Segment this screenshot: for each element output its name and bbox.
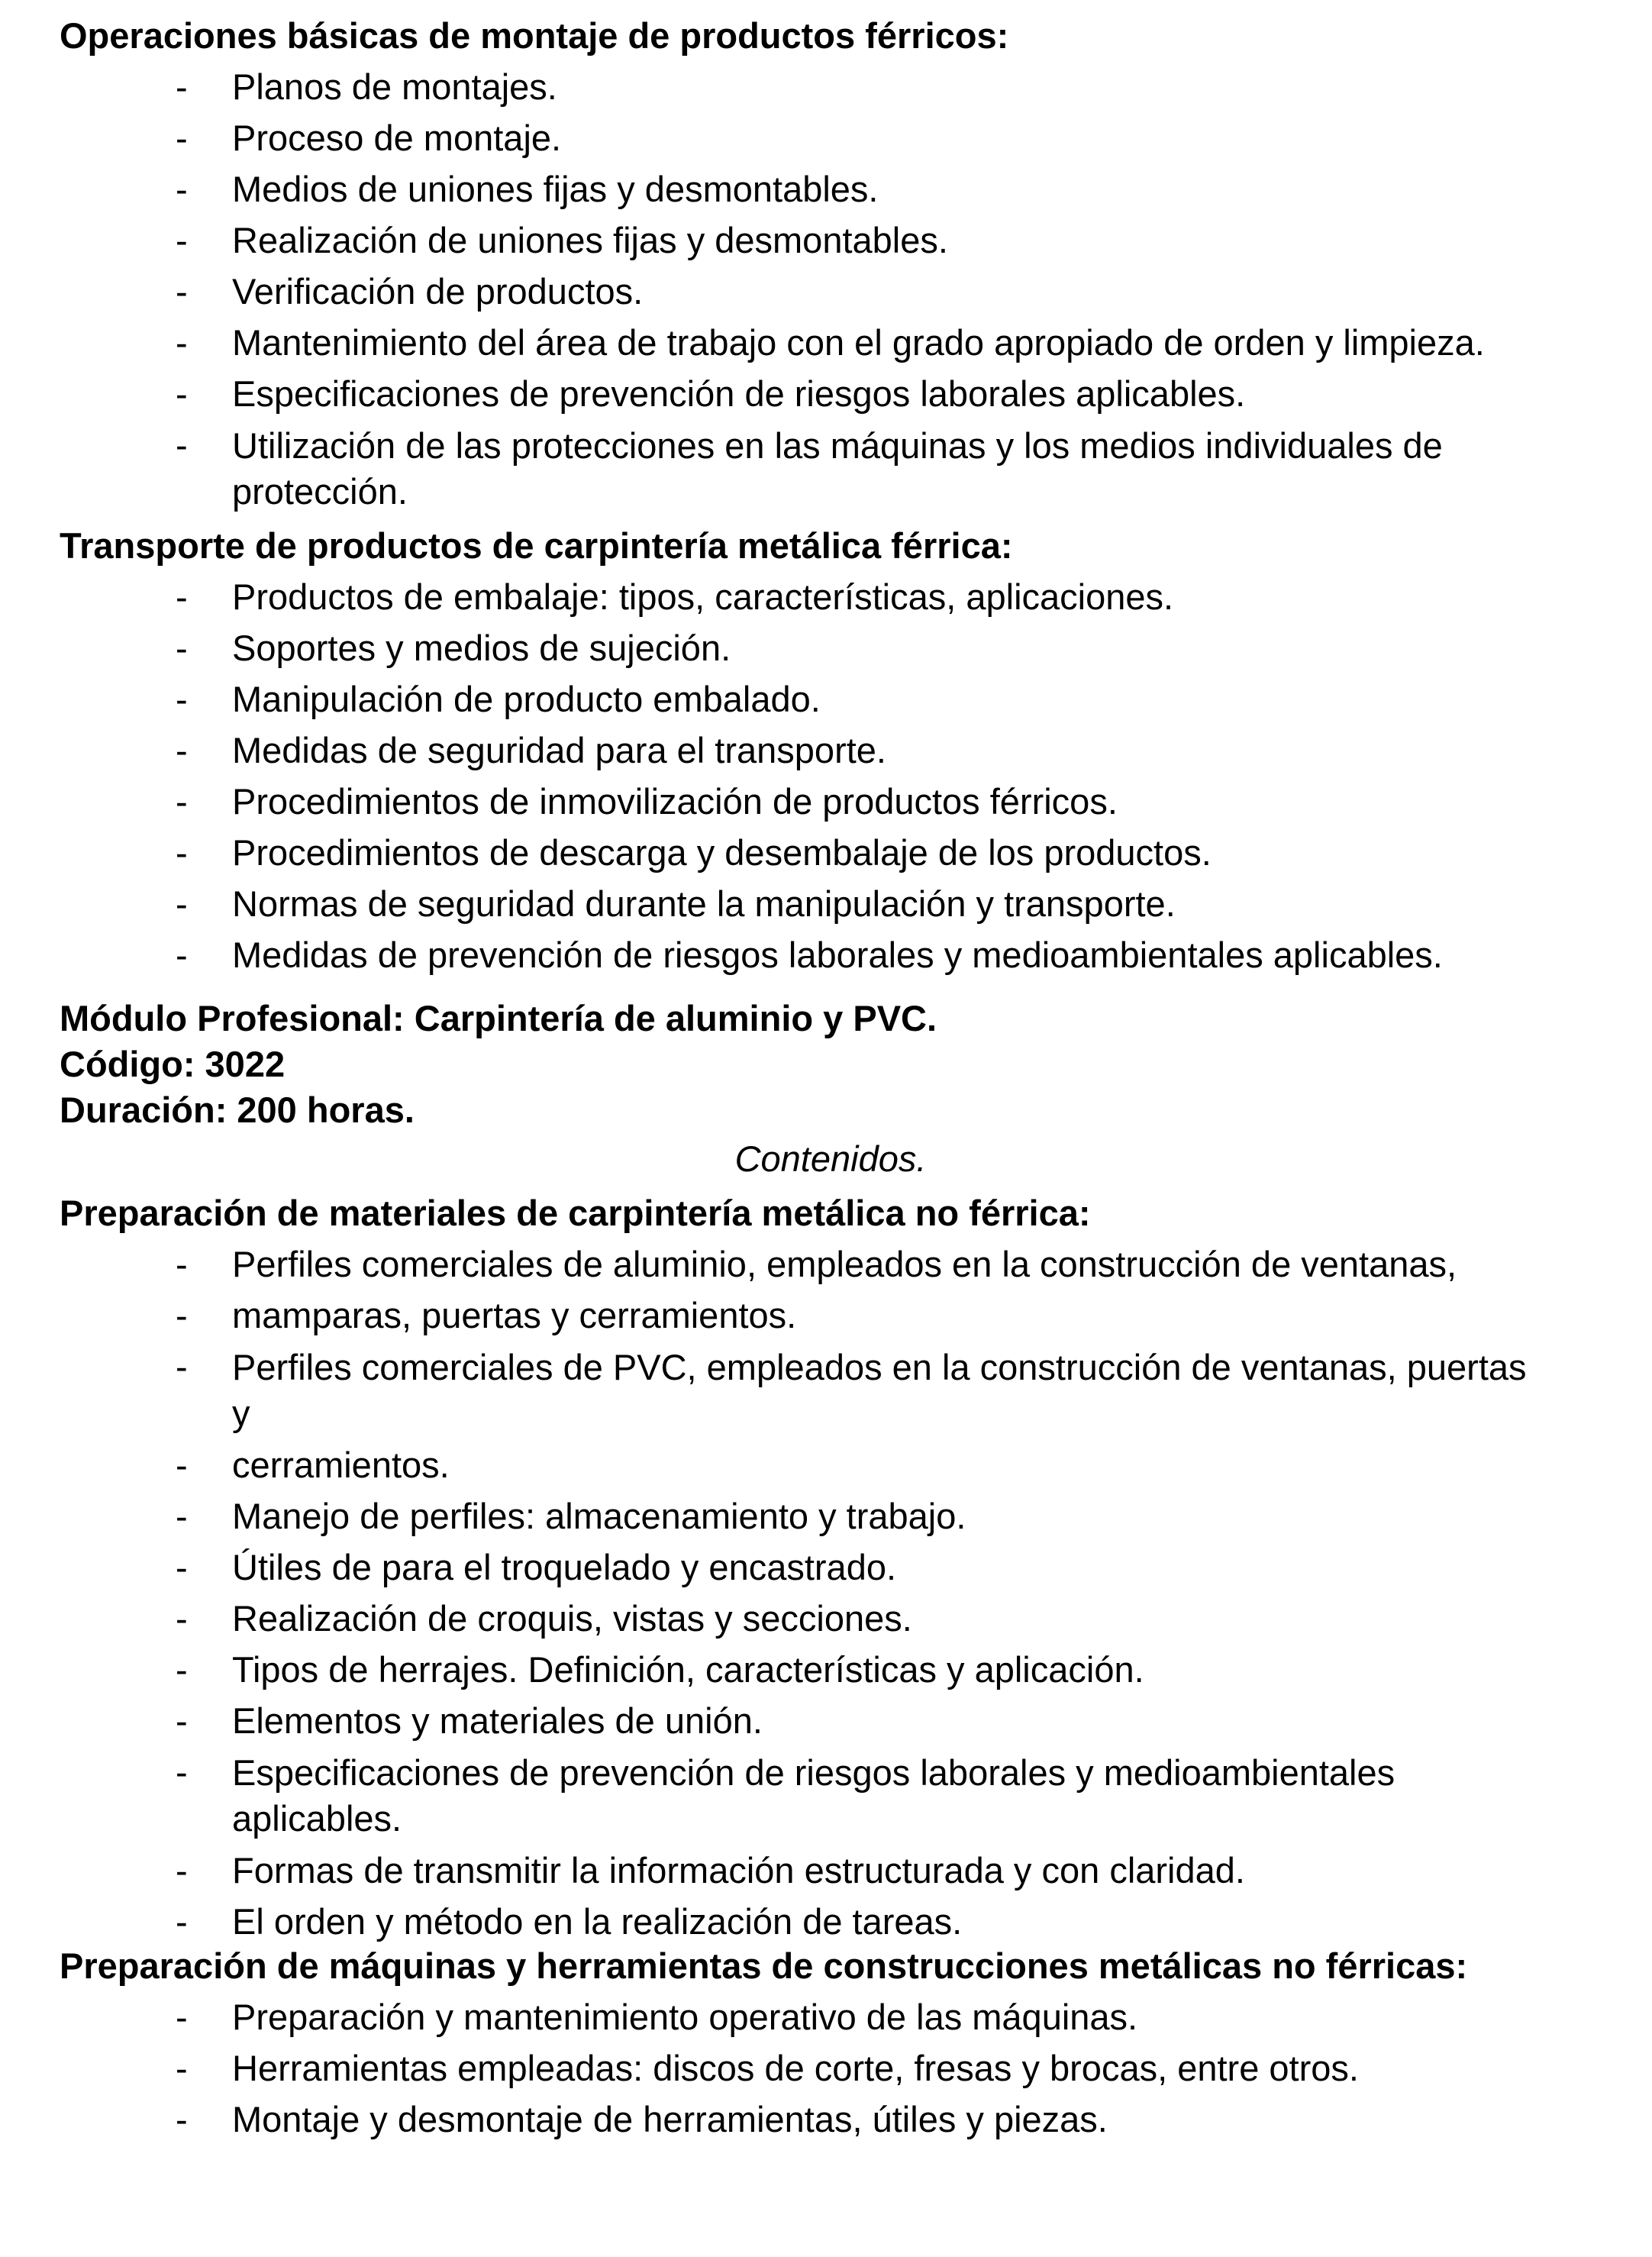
list-item (60, 218, 1602, 263)
bullet-dash: - (176, 628, 188, 668)
list-item-text: Elementos y materiales de unión. (232, 1700, 763, 1741)
bullet-dash: - (176, 1496, 188, 1536)
bullet-dash: - (176, 935, 188, 975)
list-item (60, 270, 1602, 314)
list-item-text: mamparas, puertas y cerramientos. (232, 1295, 797, 1335)
list-item-text: Medidas de prevención de riesgos laborales y medioambientales aplicables. (232, 935, 1443, 975)
list-item (60, 1443, 1602, 1487)
list-item-text: Formas de transmitir la información estructurada y con claridad. (232, 1850, 1245, 1891)
list-item-text: Útiles de para el troquelado y encastrado. (232, 1547, 897, 1587)
section-heading-montaje: Operaciones básicas de montaje de productos férricos: (60, 15, 1009, 56)
list-item-text: Manipulación de producto embalado. (232, 679, 821, 719)
bullet-dash: - (176, 1997, 188, 2037)
bullet-dash: - (176, 781, 188, 822)
section-heading-maquinas: Preparación de máquinas y herramientas de construcciones metálicas no férricas: (60, 1945, 1468, 1986)
bullet-dash: - (176, 118, 188, 158)
list-item (60, 65, 1602, 109)
list-item-text: Especificaciones de prevención de riesgos laborales y medioambientales aplicables. (232, 1752, 1395, 1839)
list-item (60, 1849, 1602, 1893)
list-item-text: Normas de seguridad durante la manipulación y transporte. (232, 883, 1176, 924)
list-item-text: Procedimientos de inmovilización de productos férricos. (232, 781, 1118, 822)
list-item (60, 1699, 1602, 1743)
list-maquinas (60, 1995, 1602, 2142)
bullet-dash: - (176, 66, 188, 107)
bullet-dash: - (176, 373, 188, 414)
list-item (60, 780, 1602, 824)
bullet-dash: - (176, 220, 188, 260)
list-item (60, 882, 1602, 926)
section-heading-materiales: Preparación de materiales de carpintería metálica no férrica: (60, 1193, 1091, 1233)
list-item (60, 728, 1602, 773)
document-content (60, 14, 1602, 2142)
list-item-text: Realización de uniones fijas y desmontables. (232, 220, 948, 260)
list-item (60, 1995, 1602, 2039)
bullet-dash: - (176, 1649, 188, 1690)
section-heading-transporte: Transporte de productos de carpintería metálica férrica: (60, 525, 1013, 566)
bullet-dash: - (176, 2099, 188, 2139)
module-name: Módulo Profesional: Carpintería de aluminio y PVC. (60, 998, 937, 1038)
list-item-text: cerramientos. (232, 1445, 450, 1485)
list-item-text: Medidas de seguridad para el transporte. (232, 730, 886, 770)
list-item-text: Mantenimiento del área de trabajo con el grado apropiado de orden y limpieza. (232, 322, 1485, 363)
bullet-dash: - (176, 425, 188, 465)
list-item-text: Perfiles comerciales de aluminio, empleados en la construcción de ventanas, (232, 1244, 1457, 1284)
list-item-text: Proceso de montaje. (232, 118, 562, 158)
list-item-text: Preparación y mantenimiento operativo de las máquinas. (232, 1997, 1138, 2037)
list-item-text: Herramientas empleadas: discos de corte, fresas y brocas, entre otros. (232, 2048, 1359, 2088)
bullet-dash: - (176, 1752, 188, 1792)
list-item (60, 167, 1602, 211)
list-item-text: Especificaciones de prevención de riesgos laborales aplicables. (232, 373, 1246, 414)
list-item (60, 1293, 1602, 1338)
list-item-text: Tipos de herrajes. Definición, características y aplicación. (232, 1649, 1144, 1690)
list-transporte (60, 575, 1602, 977)
bullet-dash: - (176, 576, 188, 617)
list-item-text: Productos de embalaje: tipos, características, aplicaciones. (232, 576, 1174, 617)
bullet-dash: - (176, 1346, 188, 1387)
bullet-dash: - (176, 1901, 188, 1942)
bullet-dash: - (176, 832, 188, 873)
bullet-dash: - (176, 1244, 188, 1284)
list-item (60, 1648, 1602, 1692)
bullet-dash: - (176, 271, 188, 312)
list-item (60, 372, 1602, 416)
list-item (60, 116, 1602, 160)
list-item (60, 1750, 1602, 1842)
module-duration: Duración: 200 horas. (60, 1090, 415, 1130)
list-item (60, 1494, 1602, 1539)
bullet-dash: - (176, 2048, 188, 2088)
list-item (60, 677, 1602, 722)
list-item (60, 1345, 1602, 1436)
list-montaje (60, 65, 1602, 515)
list-item-text: Realización de croquis, vistas y secciones. (232, 1598, 912, 1639)
module-code: Código: 3022 (60, 1044, 286, 1084)
list-item (60, 1597, 1602, 1641)
bullet-dash: - (176, 1598, 188, 1639)
bullet-dash: - (176, 1445, 188, 1485)
bullet-dash: - (176, 1700, 188, 1741)
bullet-dash: - (176, 730, 188, 770)
list-item-text: Utilización de las protecciones en las máquinas y los medios individuales de protección. (232, 425, 1443, 512)
list-item-text: Medios de uniones fijas y desmontables. (232, 169, 879, 209)
bullet-dash: - (176, 883, 188, 924)
bullet-dash: - (176, 1850, 188, 1891)
contents-label: Contenidos. (734, 1138, 927, 1179)
list-item-text: Manejo de perfiles: almacenamiento y trabajo. (232, 1496, 966, 1536)
bullet-dash: - (176, 1547, 188, 1587)
list-item-text: Procedimientos de descarga y desembalaje de los productos. (232, 832, 1212, 873)
bullet-dash: - (176, 1295, 188, 1335)
list-item (60, 2046, 1602, 2091)
list-materiales (60, 1242, 1602, 1944)
list-item (60, 321, 1602, 365)
list-item-text: Montaje y desmontaje de herramientas, útiles y piezas. (232, 2099, 1108, 2139)
list-item (60, 1545, 1602, 1590)
list-item-text: Planos de montajes. (232, 66, 557, 107)
list-item-text: Perfiles comerciales de PVC, empleados en la construcción de ventanas, puertas y (232, 1347, 1527, 1433)
bullet-dash: - (176, 679, 188, 719)
list-item-text: Verificación de productos. (232, 271, 644, 312)
list-item (60, 575, 1602, 619)
list-item (60, 626, 1602, 670)
bullet-dash: - (176, 169, 188, 209)
list-item (60, 831, 1602, 875)
list-item-text: El orden y método en la realización de tareas. (232, 1901, 963, 1942)
list-item (60, 933, 1602, 977)
list-item (60, 423, 1602, 515)
list-item (60, 1242, 1602, 1287)
list-item (60, 2097, 1602, 2142)
list-item-text: Soportes y medios de sujeción. (232, 628, 731, 668)
list-item (60, 1900, 1602, 1944)
bullet-dash: - (176, 322, 188, 363)
